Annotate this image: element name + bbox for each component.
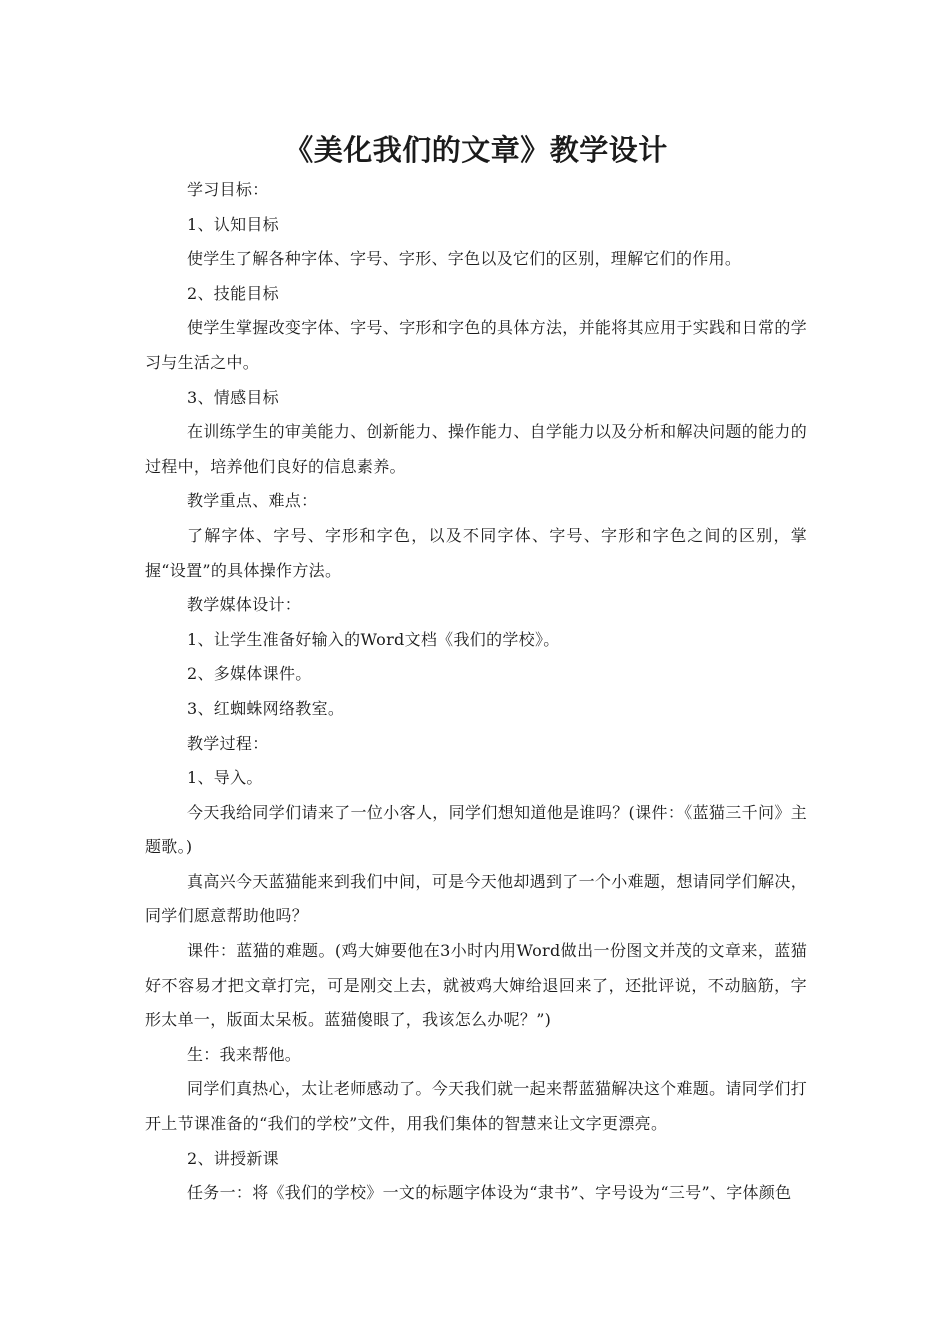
goal-emotion-text: 在训练学生的审美能力、创新能力、操作能力、自学能力以及分析和解决问题的能力的过程中，培养他们良好的信息素养。 [145,422,807,476]
heading-learning-goals: 学习目标： [187,180,269,199]
student-response: 生：我来帮他。 [187,1044,302,1064]
media-item-2: 2、多媒体课件。 [187,664,312,684]
heading-media-design: 教学媒体设计： [187,595,302,615]
media-item-1: 1、让学生准备好输入的Word文档《我们的学校》。 [187,629,560,649]
goal-skill-heading: 2、技能目标 [187,283,279,303]
key-points-text: 了解字体、字号、字形和字色，以及不同字体、字号、字形和字色之间的区别，掌握“设置”的具体操作方法。 [145,525,807,580]
intro-paragraph-4: 同学们真热心，太让老师感动了。今天我们就一起来帮蓝猫解决这个难题。请同学们打开上节课准备的“我们的学校”文件，用我们集体的智慧来让文字更漂亮。 [145,1079,807,1134]
goal-cognitive-heading: 1、认知目标 [187,214,279,234]
heading-key-points: 教学重点、难点： [187,491,318,511]
heading-teaching-process: 教学过程： [187,733,269,753]
process-step-intro: 1、导入。 [187,768,263,788]
task-one-text: 任务一：将《我们的学校》一文的标题字体设为“隶书”、字号设为“三号”、字体颜色 [187,1183,792,1203]
intro-paragraph-1: 今天我给同学们请来了一位小客人，同学们想知道他是谁吗？(课件：《蓝猫三千问》主题歌。) [145,802,807,857]
goal-cognitive-text: 使学生了解各种字体、字号、字形、字色以及它们的区别，理解它们的作用。 [187,249,742,269]
media-item-3: 3、红蜘蛛网络教室。 [187,698,345,718]
intro-paragraph-2: 真高兴今天蓝猫能来到我们中间，可是今天他却遇到了一个小难题，想请同学们解决，同学们愿意帮助他吗？ [145,871,807,926]
document-page [145,128,807,1211]
goal-emotion-heading: 3、情感目标 [187,387,279,407]
process-step-new-lesson: 2、讲授新课 [187,1148,279,1168]
document-title: 《美化我们的文章》教学设计 [284,133,668,167]
intro-paragraph-3: 课件：蓝猫的难题。(鸡大婶要他在3小时内用Word做出一份图文并茂的文章来，蓝猫好不容易才把文章打完，可是刚交上去，就被鸡大婶给退回来了，还批评说，不动脑筋，字形太单一，版面太呆板。蓝猫傻眼了，我该怎么办呢？”) [145,941,807,1030]
goal-skill-text: 使学生掌握改变字体、字号、字形和字色的具体方法，并能将其应用于实践和日常的学习与生活之中。 [145,318,807,372]
